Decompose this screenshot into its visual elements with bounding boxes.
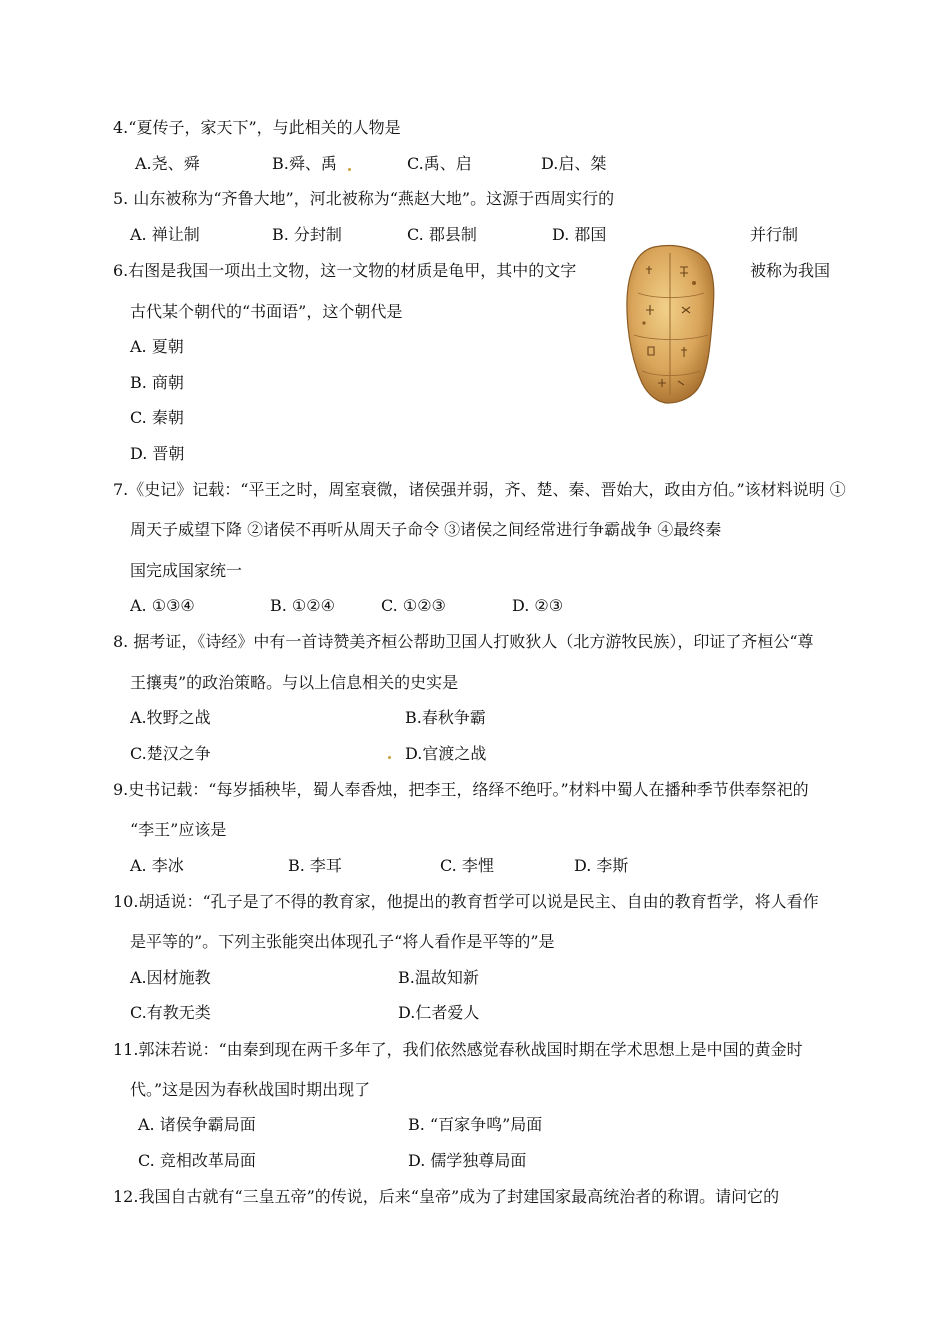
q9-line-2: “李王”应该是: [130, 820, 227, 839]
q11-option-c: C. 竞相改革局面: [138, 1151, 256, 1170]
q9-option-d: D. 李斯: [574, 856, 629, 875]
q10-option-c: C.有教无类: [130, 1003, 211, 1022]
q6-option-a: A. 夏朝: [130, 337, 184, 356]
q7-line-3: 国完成国家统一: [130, 561, 243, 580]
q8-option-a: A.牧野之战: [130, 708, 211, 727]
q9-option-b: B. 李耳: [288, 856, 342, 875]
q11-line-2: 代。”这是因为春秋战国时期出现了: [130, 1080, 371, 1099]
q8-line-2: 王攘夷”的政治策略。与以上信息相关的史实是: [130, 673, 459, 692]
q8-line-1: 8. 据考证，《诗经》中有一首诗赞美齐桓公帮助卫国人打败狄人（北方游牧民族），印证了齐桓公“尊: [113, 632, 814, 651]
q9-option-a: A. 李冰: [130, 856, 184, 875]
q11-line-1: 11.郭沫若说：“由秦到现在两千多年了，我们依然感觉春秋战国时期在学术思想上是中国的黄金时: [113, 1040, 803, 1059]
q4-stem: 4.“夏传子，家天下”，与此相关的人物是: [113, 118, 401, 137]
q4-option-c: C.禹、启: [407, 154, 472, 173]
q6-option-d: D. 晋朝: [130, 444, 185, 463]
q11-option-d: D. 儒学独尊局面: [408, 1151, 527, 1170]
q8-option-b: B.春秋争霸: [405, 708, 486, 727]
q11-option-a: A. 诸侯争霸局面: [138, 1115, 256, 1134]
q5-option-b: B. 分封制: [272, 225, 342, 244]
q4-option-d: D.启、桀: [541, 154, 607, 173]
q10-option-a: A.因材施教: [130, 968, 211, 987]
q7-option-b: B. ①②④: [270, 596, 335, 615]
q5-option-c: C. 郡县制: [407, 225, 477, 244]
q8-option-d: D.官渡之战: [405, 744, 487, 763]
q9-line-1: 9.史书记载：“每岁插秧毕，蜀人奉香烛，把李王，络绎不绝吁。”材料中蜀人在播种季节供奉祭祀的: [113, 780, 809, 799]
q10-option-b: B.温故知新: [398, 968, 479, 987]
q5-option-d: D. 郡国: [552, 225, 607, 244]
q7-line-2: 周天子威望下降 ②诸侯不再听从周天子命令 ③诸侯之间经常进行争霸战争 ④最终秦: [130, 520, 722, 539]
q10-option-d: D.仁者爱人: [398, 1003, 480, 1022]
q4-option-b: B.舜、禹: [272, 154, 337, 173]
q7-option-c: C. ①②③: [381, 596, 446, 615]
q7-option-d: D. ②③: [512, 596, 564, 615]
q7-option-a: A. ①③④: [130, 596, 195, 615]
q10-line-1: 10.胡适说：“孔子是了不得的教育家，他提出的教育哲学可以说是民主、自由的教育哲学，将人看作: [113, 892, 819, 911]
q8-option-c: C.楚汉之争: [130, 744, 211, 763]
q6-stem-a: 6.右图是我国一项出土文物，这一文物的材质是龟甲，其中的文字: [113, 261, 577, 280]
stray-dot: [388, 756, 391, 759]
q11-option-b: B. “百家争鸣”局面: [408, 1115, 543, 1134]
oracle-bone-shell-image: [624, 243, 716, 405]
q9-option-c: C. 李悝: [440, 856, 494, 875]
q5-option-d-cont: 并行制: [750, 225, 799, 244]
q6-option-b: B. 商朝: [130, 373, 184, 392]
stray-dot: [348, 168, 351, 171]
q10-line-2: 是平等的”。下列主张能突出体现孔子“将人看作是平等的”是: [130, 932, 555, 951]
q5-option-a: A. 禅让制: [130, 225, 200, 244]
q4-option-a: A.尧、舜: [135, 154, 200, 173]
q6-stem-b: 被称为我国: [750, 261, 831, 280]
q5-stem: 5. 山东被称为“齐鲁大地”，河北被称为“燕赵大地”。这源于西周实行的: [113, 189, 615, 208]
q7-line-1: 7.《史记》记载：“平王之时，周室衰微，诸侯强并弱，齐、楚、秦、晋始大，政由方伯。”该材料说明 ①: [113, 480, 846, 499]
q6-stem-c: 古代某个朝代的“书面语”，这个朝代是: [130, 302, 403, 321]
q6-option-c: C. 秦朝: [130, 408, 184, 427]
q12-line-1: 12.我国自古就有“三皇五帝”的传说，后来“皇帝”成为了封建国家最高统治者的称谓。请问它的: [113, 1187, 780, 1206]
